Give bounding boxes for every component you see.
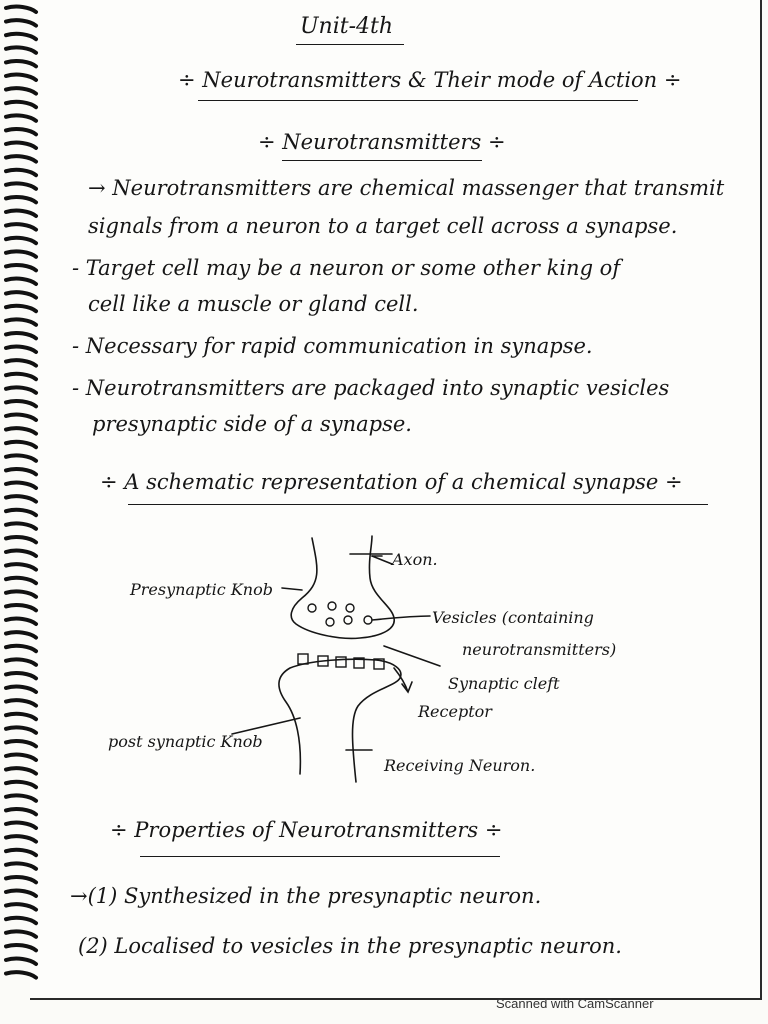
presynaptic-knob-outline: [291, 536, 394, 638]
cleft-leader: [384, 646, 440, 666]
spiral-ring: [6, 918, 36, 923]
spiral-ring: [6, 34, 36, 39]
receptor: [298, 654, 308, 664]
spiral-ring: [6, 850, 36, 855]
presynaptic-leader: [282, 588, 302, 590]
label-vesicles-2: neurotransmitters): [462, 640, 617, 659]
bullet-line: - Necessary for rapid communication in synapse.: [72, 334, 593, 358]
spiral-ring: [6, 823, 36, 828]
vesicles: [308, 602, 372, 626]
receptor-arrow: [394, 668, 412, 692]
spiral-ring: [6, 891, 36, 896]
bullet-line: cell like a muscle or gland cell.: [88, 292, 419, 316]
spiral-ring: [6, 265, 36, 270]
spiral-ring: [6, 347, 36, 352]
spiral-ring: [6, 442, 36, 447]
spiral-ring: [6, 836, 36, 841]
diagram-heading-underline: [128, 504, 708, 505]
spiral-ring: [6, 877, 36, 882]
spiral-ring: [6, 904, 36, 909]
spiral-ring: [6, 129, 36, 134]
diagram-heading: ÷ A schematic representation of a chemical synapse ÷: [100, 470, 683, 494]
spiral-ring: [6, 170, 36, 175]
postsynaptic-knob-outline: [279, 659, 401, 782]
spiral-ring: [6, 7, 36, 12]
spiral-binding: [0, 0, 48, 1000]
vesicle: [328, 602, 336, 610]
bullet-line: - Target cell may be a neuron or some other king of: [72, 256, 621, 280]
axon-leader: [372, 556, 392, 564]
spiral-ring: [6, 469, 36, 474]
spiral-ring: [6, 360, 36, 365]
spiral-ring: [6, 224, 36, 229]
vesicle: [364, 616, 372, 624]
scanner-watermark: Scanned with CamScanner: [496, 996, 654, 1011]
spiral-ring: [6, 211, 36, 216]
spiral-ring: [6, 197, 36, 202]
bullet-line: signals from a neuron to a target cell across a synapse.: [88, 214, 678, 238]
spiral-ring: [6, 143, 36, 148]
spiral-ring: [6, 156, 36, 161]
properties-heading-underline: [140, 856, 500, 857]
spiral-ring: [6, 945, 36, 950]
bullet-line: - Neurotransmitters are packaged into synaptic vesicles: [72, 376, 670, 400]
main-heading-underline: [198, 100, 638, 101]
spiral-ring: [6, 510, 36, 515]
label-receiving-neuron: Receiving Neuron.: [384, 756, 536, 775]
spiral-ring: [6, 20, 36, 25]
spiral-ring: [6, 238, 36, 243]
spiral-ring: [6, 88, 36, 93]
spiral-ring: [6, 972, 36, 977]
spiral-ring: [6, 428, 36, 433]
page-title: Unit-4th: [300, 14, 394, 39]
spiral-ring: [6, 319, 36, 324]
vesicle: [326, 618, 334, 626]
spiral-ring: [6, 483, 36, 488]
label-vesicles: Vesicles (containing: [432, 608, 594, 627]
spiral-ring: [6, 75, 36, 80]
property-item: →(1) Synthesized in the presynaptic neuron.: [70, 884, 542, 908]
properties-heading: ÷ Properties of Neurotransmitters ÷: [110, 818, 503, 842]
title-underline: [296, 44, 404, 45]
spiral-ring: [6, 333, 36, 338]
main-heading: ÷ Neurotransmitters & Their mode of Action ÷: [178, 68, 682, 92]
label-synaptic-cleft: Synaptic cleft: [448, 674, 560, 693]
label-receptor: Receptor: [418, 702, 492, 721]
bullet-line: → Neurotransmitters are chemical massenger that transmit: [88, 176, 725, 200]
spiral-ring: [6, 61, 36, 66]
bullet-line: presynaptic side of a synapse.: [92, 412, 412, 436]
vesicle: [344, 616, 352, 624]
spiral-ring: [6, 102, 36, 107]
spiral-ring: [6, 292, 36, 297]
spiral-ring: [6, 455, 36, 460]
spiral-ring: [6, 387, 36, 392]
spiral-ring: [6, 401, 36, 406]
section-heading: ÷ Neurotransmitters ÷: [258, 130, 506, 154]
synapse-diagram: [0, 520, 768, 820]
spiral-ring: [6, 251, 36, 256]
spiral-ring: [6, 47, 36, 52]
spiral-ring: [6, 959, 36, 964]
property-item: (2) Localised to vesicles in the presynaptic neuron.: [78, 934, 622, 958]
spiral-ring: [6, 374, 36, 379]
spiral-ring: [6, 306, 36, 311]
label-axon: Axon.: [392, 550, 438, 569]
spiral-ring: [6, 183, 36, 188]
spiral-ring: [6, 115, 36, 120]
spiral-ring: [6, 496, 36, 501]
spiral-ring: [6, 415, 36, 420]
spiral-ring: [6, 931, 36, 936]
section-heading-underline: [282, 160, 482, 161]
vesicle: [308, 604, 316, 612]
receptor: [336, 657, 346, 667]
label-postsynaptic-knob: post synaptic Knob: [108, 732, 263, 751]
vesicle: [346, 604, 354, 612]
spiral-ring: [6, 279, 36, 284]
spiral-ring: [6, 863, 36, 868]
receptors: [298, 654, 384, 669]
label-presynaptic-knob: Presynaptic Knob: [130, 580, 273, 599]
vesicles-leader: [372, 616, 430, 620]
